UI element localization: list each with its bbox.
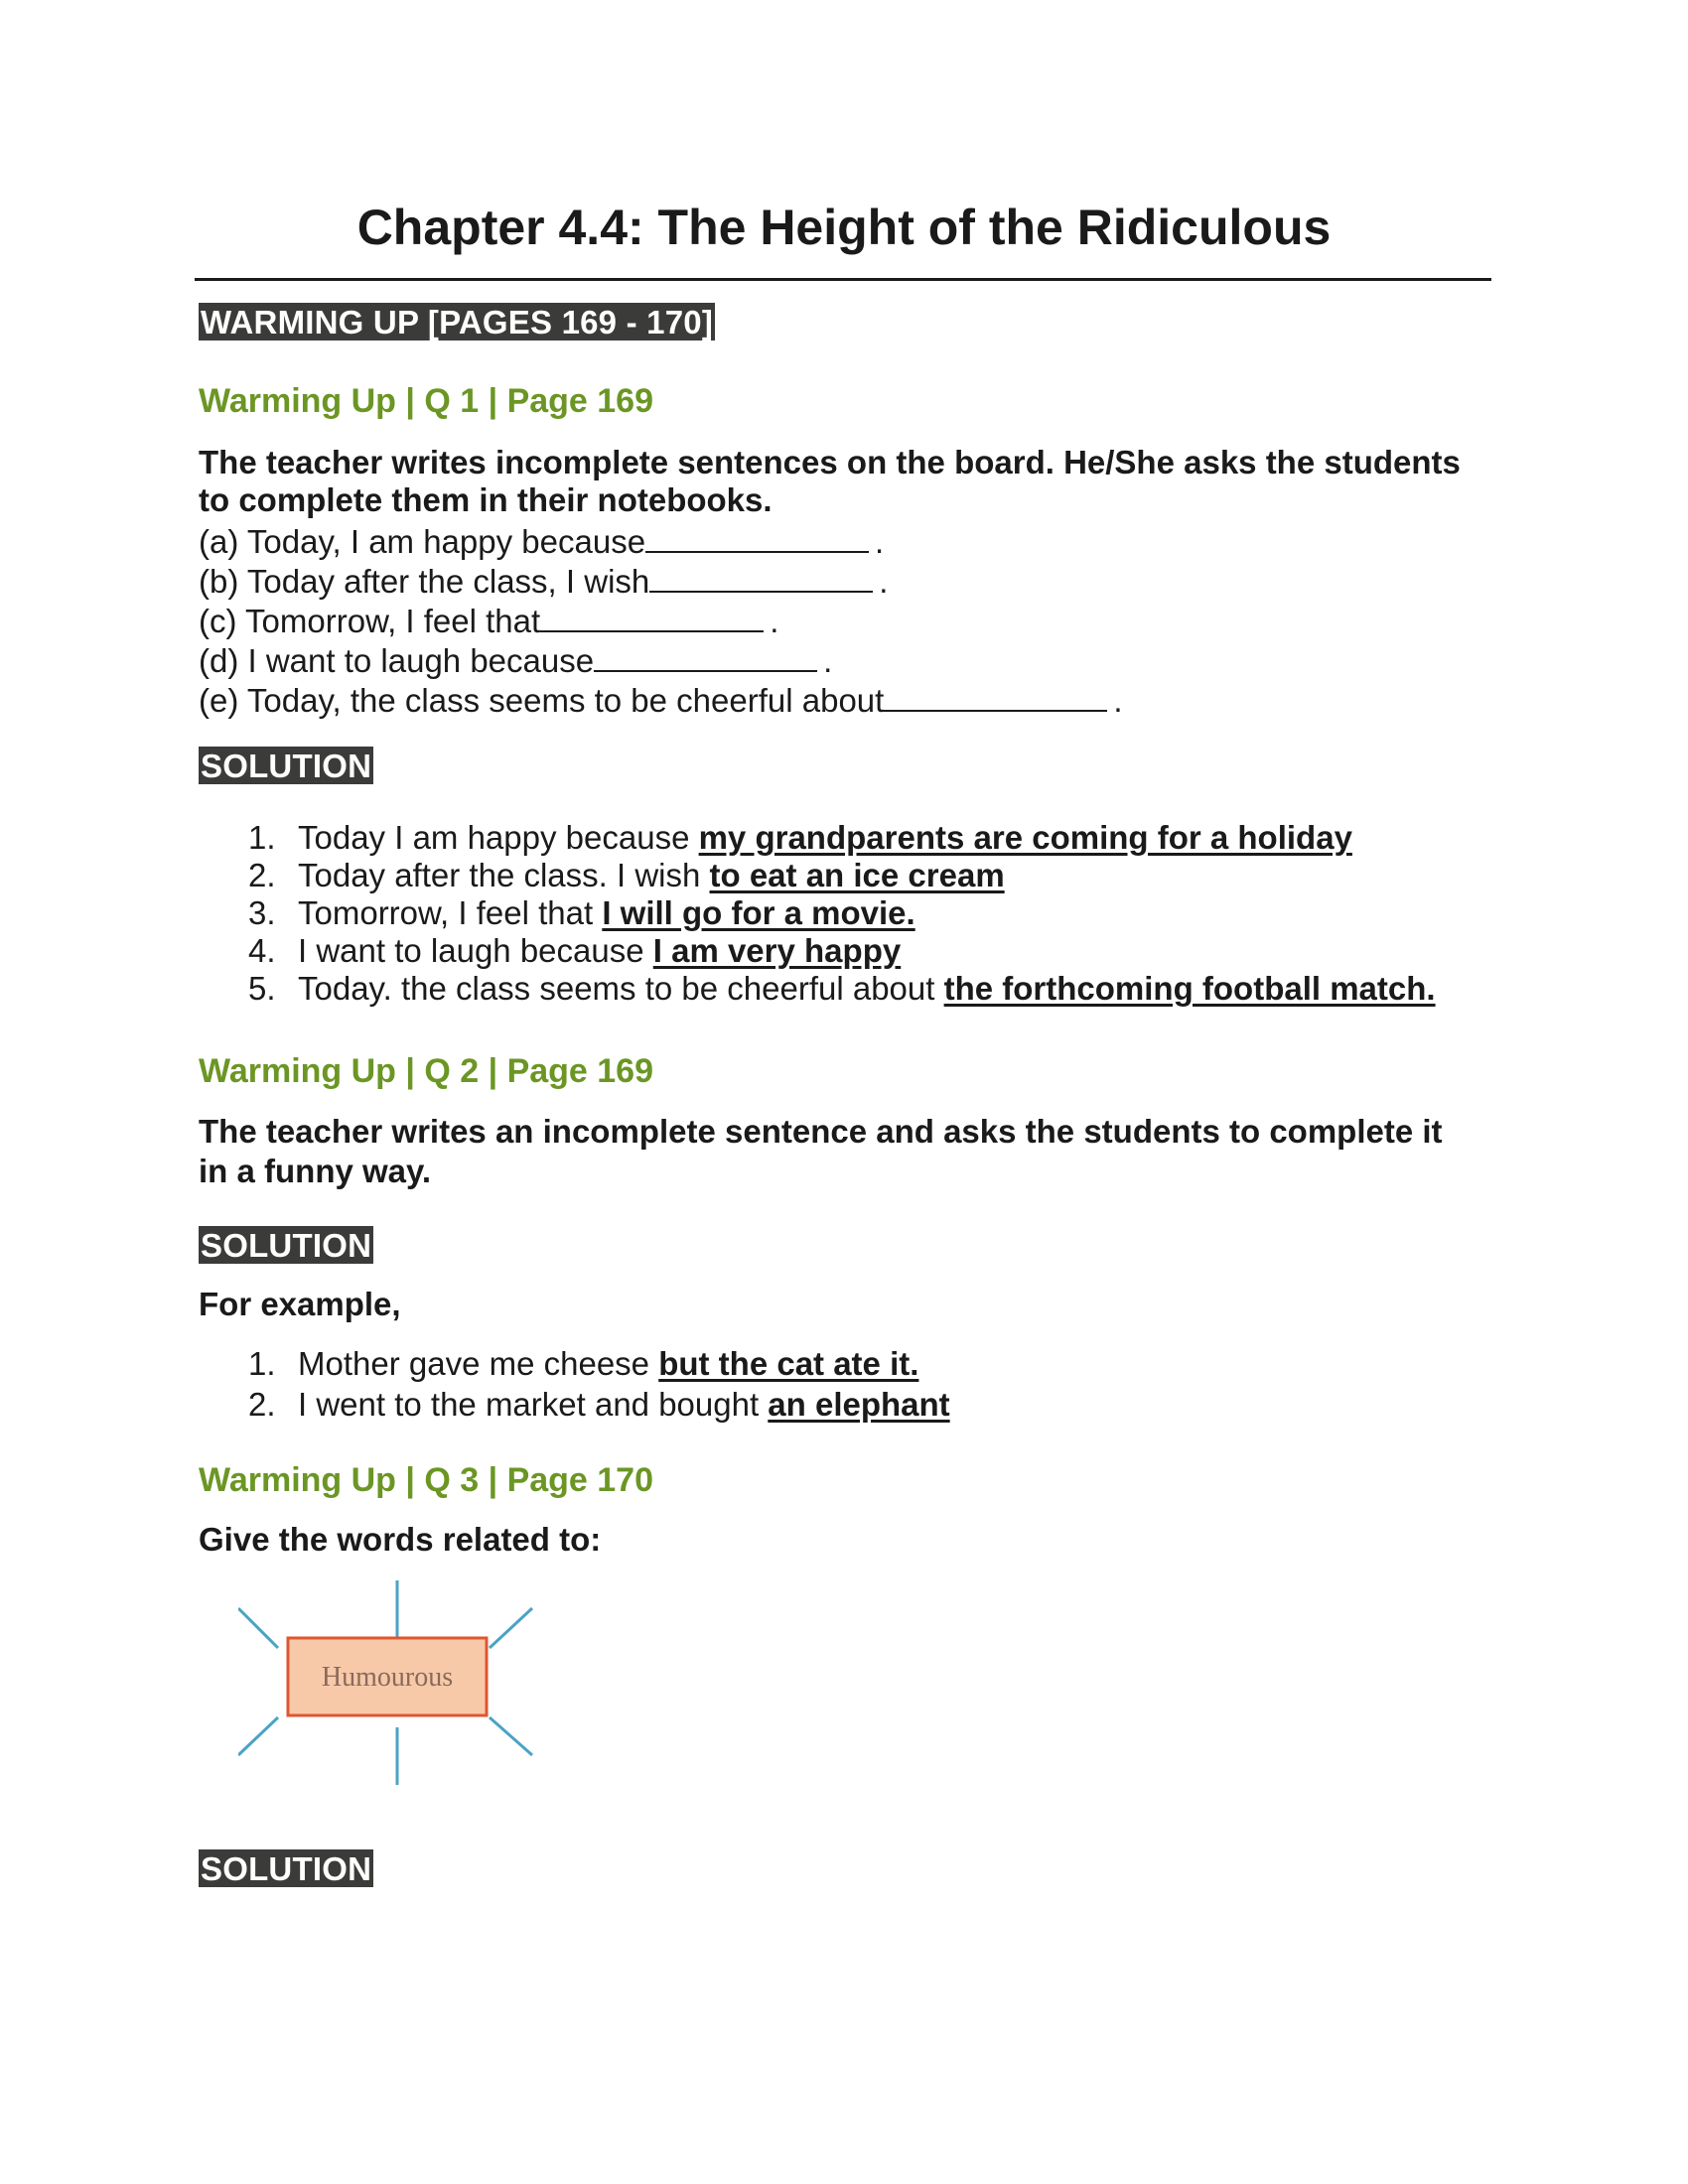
solution-label: SOLUTION [201, 1227, 372, 1264]
list-item: 1. Mother gave me cheese but the cat ate it. [248, 1345, 919, 1382]
answer-text: but the cat ate it. [658, 1345, 919, 1382]
q1-heading: Warming Up | Q 1 | Page 169 [199, 382, 654, 420]
answer-text: I am very happy [652, 932, 902, 969]
list-item: 2. Today after the class. I wish to eat an ice cream [248, 857, 1005, 893]
list-item: (a) Today, I am happy because . [199, 523, 885, 560]
blank-line [884, 680, 1107, 712]
q1-solution-list [199, 819, 1436, 1008]
list-item: (d) I want to laugh because . [199, 642, 833, 679]
q3-heading: Warming Up | Q 3 | Page 170 [199, 1461, 654, 1499]
word-web-svg [238, 1578, 536, 1787]
q2-intro: For example, [199, 1286, 401, 1322]
section-label: WARMING UP [PAGES 169 - 170] [201, 304, 714, 341]
center-word: Humourous [321, 1662, 454, 1693]
list-item: 5. Today. the class seems to be cheerful about the forthcoming football match. [248, 970, 1436, 1007]
q1-blank-list [199, 521, 1123, 720]
blank-line [649, 561, 873, 593]
solution-label: SOLUTION [201, 1850, 372, 1887]
q1-question: The teacher writes incomplete sentences on the board. He/She asks the students to complete them in their notebooks. [199, 444, 1461, 518]
title-divider [195, 278, 1491, 281]
list-item: 1. Today I am happy because my grandparents are coming for a holiday [248, 819, 1352, 856]
q2-question: The teacher writes an incomplete sentence and asks the students to complete it in a funny way. [199, 1113, 1443, 1189]
list-item: 4. I want to laugh because I am very happy [248, 932, 902, 969]
answer-text: an elephant [768, 1386, 950, 1423]
list-item: 3. Tomorrow, I feel that I will go for a movie. [248, 894, 915, 931]
answer-text: the forthcoming football match. [943, 970, 1436, 1007]
answer-text: I will go for a movie. [602, 894, 915, 931]
q3-question: Give the words related to: [199, 1521, 602, 1558]
q2-solution-list [199, 1343, 950, 1425]
list-item: (c) Tomorrow, I feel that . [199, 603, 779, 639]
word-web-diagram [238, 1578, 536, 1787]
blank-line [594, 640, 817, 672]
solution-label: SOLUTION [201, 748, 372, 784]
spoke-line [238, 1608, 278, 1648]
q2-heading: Warming Up | Q 2 | Page 169 [199, 1052, 654, 1090]
answer-text: to eat an ice cream [709, 857, 1005, 893]
spoke-line [490, 1717, 532, 1755]
list-item: (b) Today after the class, I wish . [199, 563, 889, 600]
blank-line [645, 521, 869, 553]
answer-text: my grandparents are coming for a holiday [698, 819, 1352, 856]
spoke-line [238, 1717, 278, 1755]
list-item: (e) Today, the class seems to be cheerful about . [199, 682, 1123, 719]
blank-line [540, 601, 764, 632]
list-item: 2. I went to the market and bought an elephant [248, 1386, 950, 1423]
page-title: Chapter 4.4: The Height of the Ridiculous [356, 200, 1332, 255]
spoke-line [490, 1608, 532, 1648]
